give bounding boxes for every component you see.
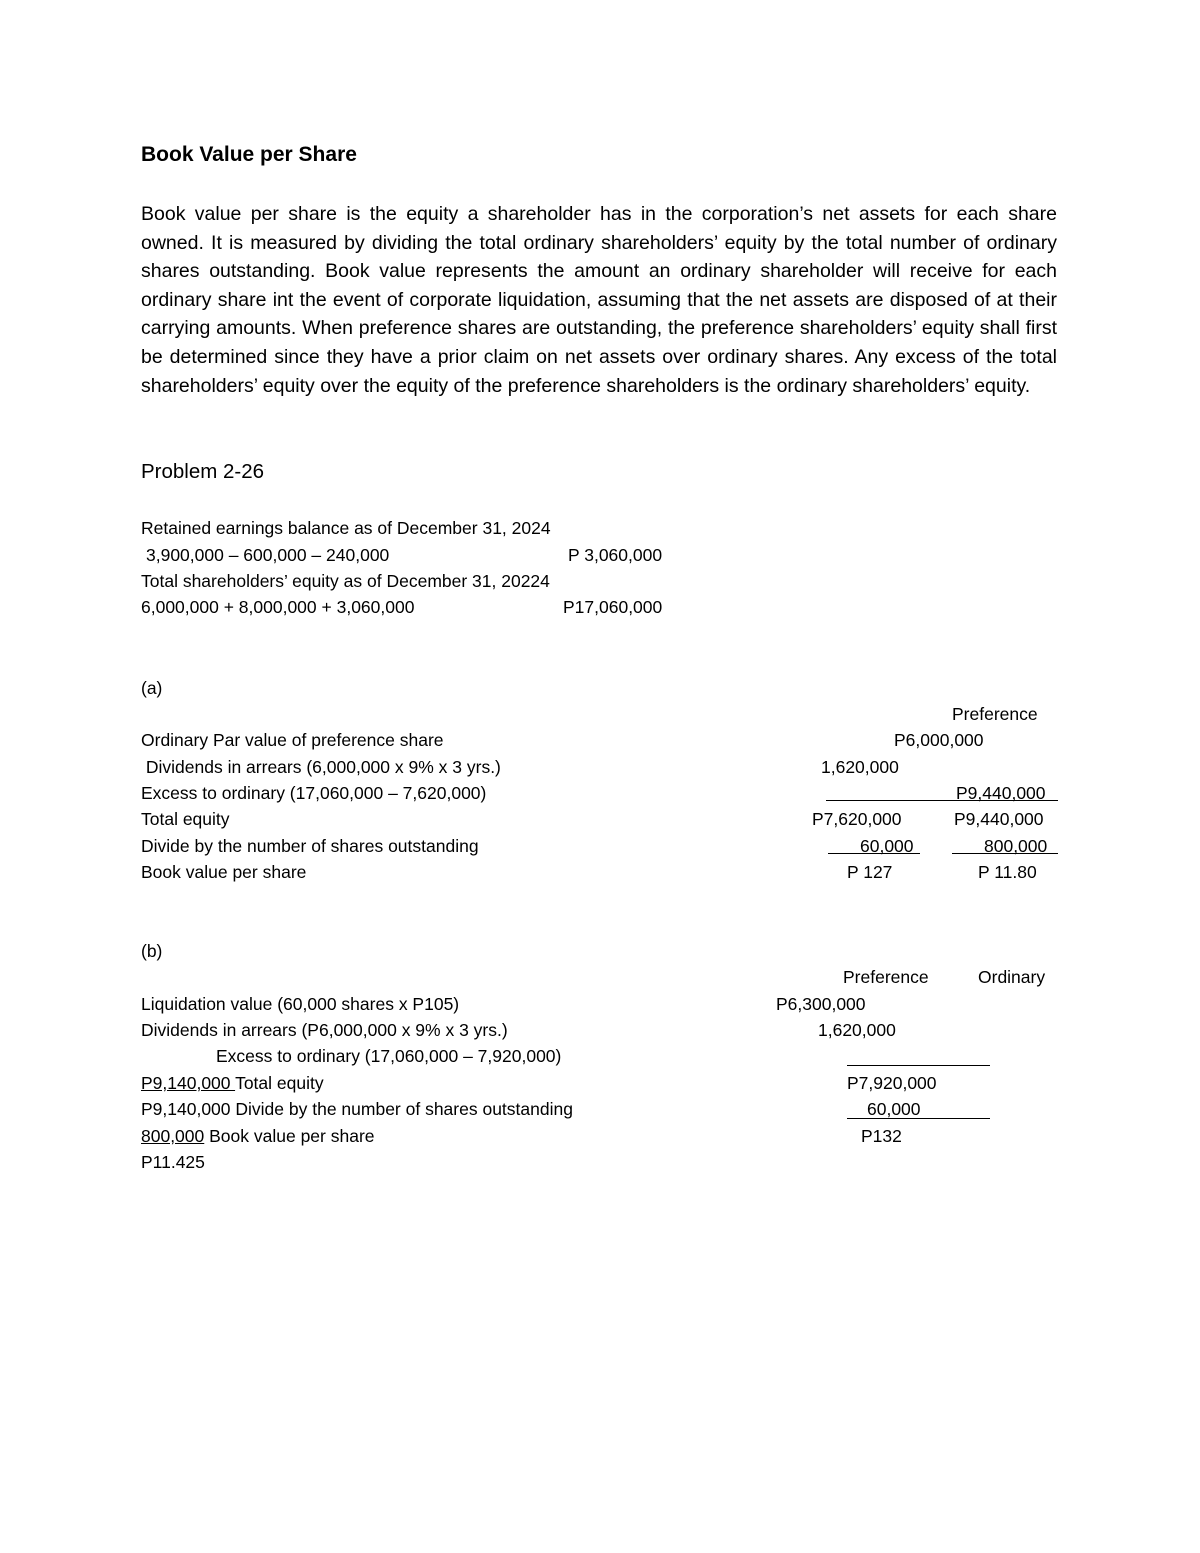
total-equity-calc: 6,000,000 + 8,000,000 + 3,060,000 xyxy=(141,597,415,617)
part-b-row-label: Total equity xyxy=(235,1073,324,1093)
part-b-col-preference: Preference xyxy=(843,967,929,987)
part-a-row-value: P 11.80 xyxy=(978,862,1037,882)
part-b-underline xyxy=(847,1065,990,1066)
part-a-row-label: Excess to ordinary (17,060,000 – 7,620,000) xyxy=(141,783,487,803)
part-a-row-label: Dividends in arrears (6,000,000 x 9% x 3 yrs.) xyxy=(141,757,501,777)
part-a-row-value: 60,000 xyxy=(860,836,914,856)
part-b-row-prefix: P11.425 xyxy=(141,1152,205,1172)
part-b-row-label: Divide by the number of shares outstanding xyxy=(230,1099,573,1119)
total-equity-label: Total shareholders’ equity as of December 31, 20224 xyxy=(141,571,550,591)
part-a-row-label: Ordinary Par value of preference share xyxy=(141,730,444,750)
part-a-row-value: P9,440,000 xyxy=(956,783,1046,803)
part-b-label: (b) xyxy=(141,941,163,961)
part-b-row-value: 60,000 xyxy=(867,1099,921,1119)
part-a-row-value: P7,620,000 xyxy=(812,809,902,829)
total-equity-value: P17,060,000 xyxy=(563,597,663,617)
part-b-row-label: Excess to ordinary (17,060,000 – 7,920,000) xyxy=(216,1046,562,1066)
document-title: Book Value per Share xyxy=(141,143,357,166)
part-b-row-prefix: 800,000 xyxy=(141,1126,205,1146)
part-b-row-prefix: P9,140,000 xyxy=(141,1099,231,1119)
part-b-col-ordinary: Ordinary xyxy=(978,967,1046,987)
part-b-row-value: 1,620,000 xyxy=(818,1020,896,1040)
part-b-row-label: Dividends in arrears (P6,000,000 x 9% x 3 yrs.) xyxy=(141,1020,508,1040)
part-a-row-value: P6,000,000 xyxy=(894,730,984,750)
part-a-row-label: Divide by the number of shares outstanding xyxy=(141,836,479,856)
part-b-row xyxy=(141,1125,375,1147)
part-a-row-value: P 127 xyxy=(847,862,893,882)
problem-heading: Problem 2-26 xyxy=(141,460,265,483)
part-b-row xyxy=(141,1072,324,1094)
part-a-row-value: 1,620,000 xyxy=(821,757,899,777)
part-a-row-label: Book value per share xyxy=(141,862,307,882)
part-b-row xyxy=(141,1098,573,1120)
part-b-row-label: Book value per share xyxy=(204,1126,375,1146)
part-b-row-label: Liquidation value (60,000 shares x P105) xyxy=(141,994,460,1014)
part-b-row-value: P132 xyxy=(861,1126,902,1146)
retained-earnings-label: Retained earnings balance as of December 31, 2024 xyxy=(141,518,551,538)
part-a-col-preference: Preference xyxy=(952,704,1038,724)
part-a-row-value: P9,440,000 xyxy=(954,809,1044,829)
retained-earnings-calc: 3,900,000 – 600,000 – 240,000 xyxy=(146,545,390,565)
part-b-row-value: P6,300,000 xyxy=(776,994,866,1014)
intro-paragraph: Book value per share is the equity a shareholder has in the corporation’s net assets for each share owned. It is measured by dividing the total ordinary shareholders’ equity by the total number of ordinary shares outstanding. Book value represents the amount an ordinary shareholder will receive for each ordinary share int the event of corporate liquidation, assuming that the net assets are disposed of at their carrying amounts. When preference shares are outstanding, the preference shareholders’ equity shall first be determined since they have a prior claim on net assets over ordinary shares. Any excess of the total shareholders’ equity over the equity of the preference shareholders is the ordinary shareholders’ equity. xyxy=(141,203,1057,397)
part-a-label: (a) xyxy=(141,678,163,698)
part-a-row-value: 800,000 xyxy=(984,836,1048,856)
retained-earnings-value: P 3,060,000 xyxy=(568,545,663,565)
part-b-row-value: P7,920,000 xyxy=(847,1073,937,1093)
part-b-row-prefix: P9,140,000 xyxy=(141,1073,236,1093)
part-a-row-label: Total equity xyxy=(141,809,230,829)
